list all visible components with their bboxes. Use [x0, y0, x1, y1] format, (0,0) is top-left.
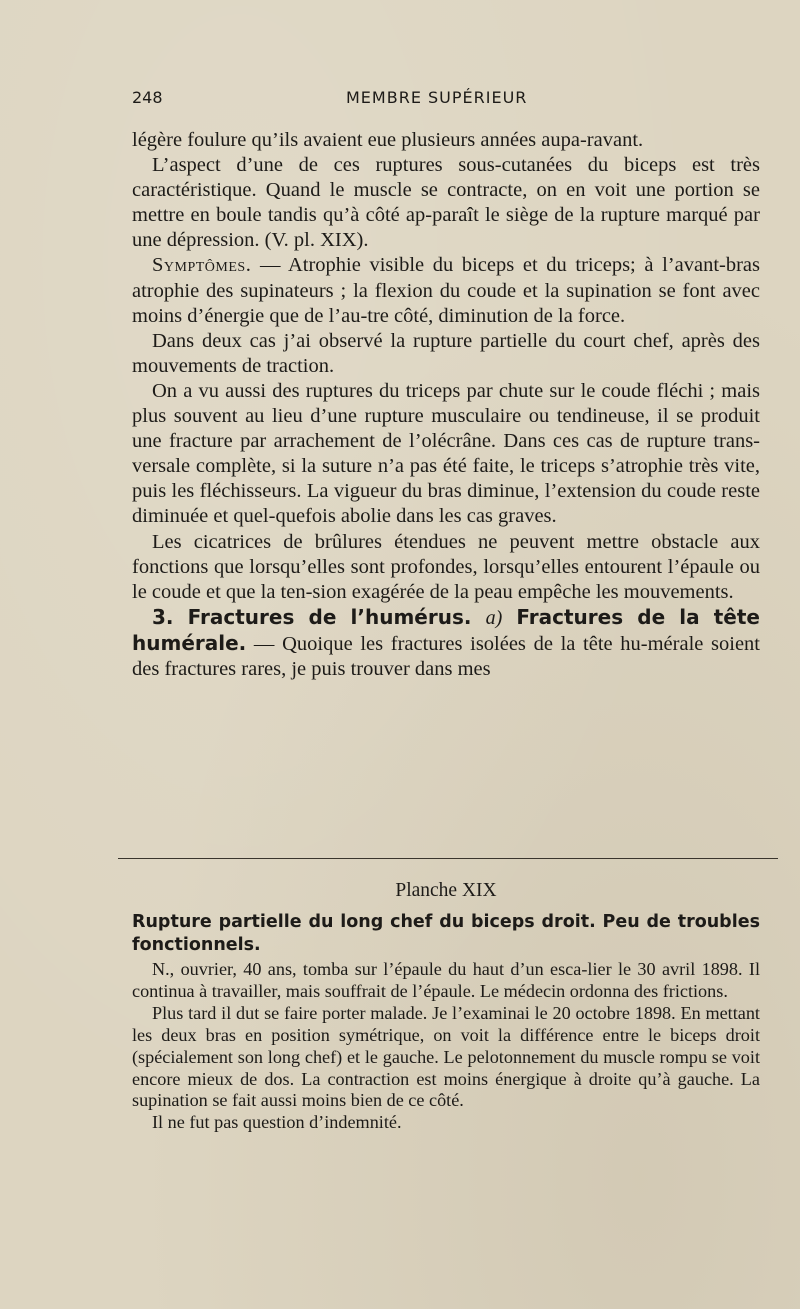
heading-subtitle: Fractures de la tête humérale.: [132, 604, 760, 655]
separator-rule: [118, 858, 778, 859]
paragraph: On a vu aussi des ruptures du triceps par chute sur le coude fléchi ; mais plus souvent au lieu d’une rupture musculaire ou tendineuse, il se produit une fracture par arrachement de l’olécrâne. Dans ces cas de rupture trans-versale complète, si la suture n’a pas été faite, le triceps s’atrophie très vite, puis les fléchisseurs. La vigueur du bras diminue, l’extension du coude reste diminuée et quel-quefois abolie dans les cas graves.: [132, 379, 760, 528]
main-text: [132, 128, 760, 682]
plate-paragraph: N., ouvrier, 40 ans, tomba sur l’épaule du haut d’un esca-lier le 30 avril 1898. Il continua à travailler, mais souffrait de l’épaule. Le médecin ordonna des frictions.: [132, 959, 760, 1001]
plate-paragraph: Plus tard il dut se faire porter malade. Je l’examinai le 20 octobre 1898. En mettant les deux bras en position symétrique, on voit la différence entre le biceps droit (spécialement son long chef) et le gauche. Le pelotonnement du muscle rompu se voit encore mieux de dos. La contraction est moins énergique à droite qu’à gauche. La supination se fait aussi moins bien de ce côté.: [132, 1002, 760, 1111]
heading-sub-letter: a): [485, 606, 503, 629]
plate-text: [132, 959, 760, 1134]
paragraph: L’aspect d’une de ces ruptures sous-cutanées du biceps est très caractéristique. Quand le muscle se contracte, on en voit une portion se mettre en boule tandis qu’à côté ap-paraît le siège de la rupture marqué par une dépression. (V. pl. XIX).: [132, 154, 760, 252]
paragraph: Les cicatrices de brûlures étendues ne peuvent mettre obstacle aux fonctions que lorsqu’elles sont profondes, lorsqu’elles entourent l’épaule ou le coude et que la ten-sion exagérée de la peau empêche les mouvements.: [132, 530, 760, 603]
fractures-text: — Quoique les fractures isolées de la tête hu-mérale soient des fractures rares, je puis trouver dans mes: [132, 632, 760, 680]
paragraph-fractures: [132, 605, 760, 682]
page-number: 248: [132, 88, 163, 107]
symptoms-label: Symptômes.: [152, 254, 252, 277]
running-head: MEMBRE SUPÉRIEUR: [346, 88, 528, 107]
paragraph: Dans deux cas j’ai observé la rupture partielle du court chef, après des mouvements de traction.: [132, 329, 760, 377]
paragraph-symptoms: [132, 253, 760, 328]
plate-label: Planche XIX: [395, 880, 497, 901]
symptoms-text: — Atrophie visible du biceps et du triceps; à l’avant-bras atrophie des supinateurs ; la flexion du coude et la supination se font avec moins d’énergie que de l’au-tre côté, diminution de la force.: [132, 254, 760, 327]
paragraph: légère foulure qu’ils avaient eue plusieurs années aupa-ravant.: [132, 129, 644, 151]
plate-title: Rupture partielle du long chef du biceps droit. Peu de troubles fonctionnels.: [132, 912, 760, 955]
plate-paragraph: Il ne fut pas question d’indemnité.: [152, 1112, 402, 1133]
plate-caption: [132, 880, 760, 1134]
page-header: [132, 88, 760, 110]
heading-number: 3. Fractures de l’humérus.: [152, 604, 486, 629]
